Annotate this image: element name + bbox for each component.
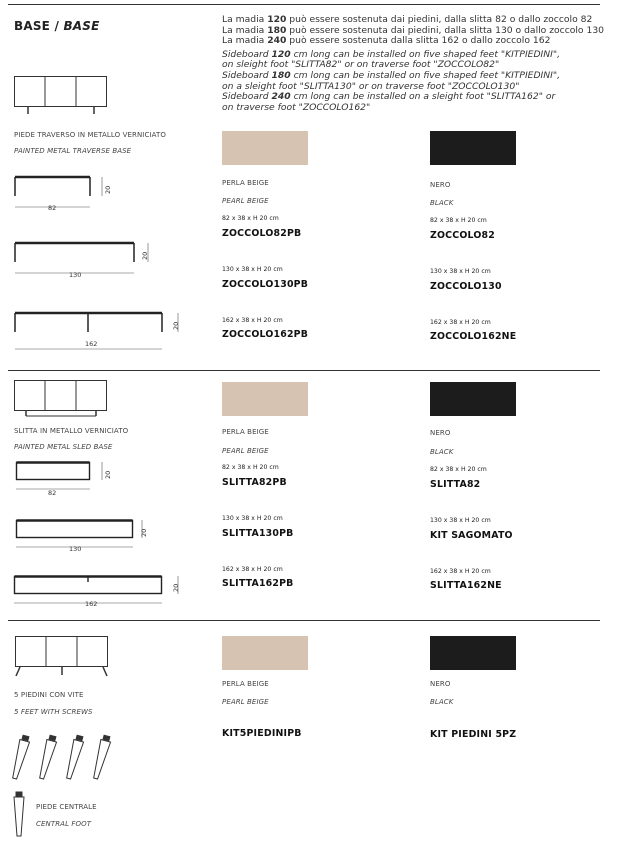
piedini-label-it: 5 PIEDINI CON VITE: [14, 691, 84, 699]
finish-black-it: NERO: [430, 181, 451, 189]
central-foot-label-it: PIEDE CENTRALE: [36, 803, 97, 811]
slitta-162-height-label: 20: [172, 583, 180, 592]
dims-label: 162 x 38 x H 20 cm: [430, 568, 491, 575]
swatch-black: [430, 131, 516, 165]
finish-black-it: NERO: [430, 429, 451, 437]
zoccolo-82-width-label: 82: [48, 204, 57, 212]
finish-beige-it: PERLA BEIGE: [222, 179, 269, 187]
product-code: ZOCCOLO162NE: [430, 331, 517, 342]
intro-line-it: La madia 180 può essere sostenuta dai piedini, dalla slitta 130 o dallo zoccolo 130: [222, 24, 605, 36]
dims-label: 162 x 38 x H 20 cm: [430, 319, 491, 326]
finish-beige-it: PERLA BEIGE: [222, 680, 269, 688]
zoccolo-130-width-label: 130: [69, 271, 82, 279]
swatch-pearl-beige: [222, 131, 308, 165]
swatch-black: [430, 636, 516, 670]
intro-text: [222, 14, 605, 113]
finish-black-en: BLACK: [430, 199, 454, 207]
zoccolo-130-drawing: [14, 242, 154, 282]
product-code: ZOCCOLO130: [430, 281, 502, 292]
section-divider: [8, 370, 600, 371]
product-code: SLITTA82: [430, 479, 481, 490]
zoccolo-162-drawing: [14, 312, 189, 352]
slitta-130-height-label: 20: [140, 528, 148, 537]
intro-line-en: on sleight foot "SLITTA82" or on traverse foot "ZOCCOLO82": [222, 59, 500, 71]
finish-beige-en: PEARL BEIGE: [222, 698, 269, 706]
slitta-82-drawing: [16, 462, 116, 502]
intro-line-en: Sideboard 180 cm long can be installed on five shaped feet "KITPIEDINI",: [222, 69, 560, 81]
product-code: SLITTA130PB: [222, 528, 294, 539]
swatch-pearl-beige: [222, 636, 308, 670]
intro-line-it: La madia 240 può essere sostenuta dalla slitta 162 o dallo zoccolo 162: [222, 35, 551, 47]
dims-label: 130 x 38 x H 20 cm: [430, 517, 491, 524]
slitta-label-en: PAINTED METAL SLED BASE: [14, 443, 113, 451]
dims-label: 130 x 38 x H 20 cm: [430, 268, 491, 275]
central-foot-label-en: CENTRAL FOOT: [36, 820, 92, 828]
slitta-82-width-label: 82: [48, 489, 57, 497]
dims-label: 130 x 38 x H 20 cm: [222, 515, 283, 522]
dims-label: 130 x 38 x H 20 cm: [222, 266, 283, 273]
slitta-162-width-label: 162: [85, 600, 98, 608]
product-code: SLITTA162NE: [430, 580, 502, 591]
zoccolo-162-height-label: 20: [172, 321, 180, 330]
slitta-162-drawing: [14, 576, 189, 616]
page-title: BASE / BASE: [14, 19, 100, 33]
finish-beige-it: PERLA BEIGE: [222, 428, 269, 436]
zoccolo-130-height-label: 20: [141, 251, 149, 260]
finish-black-en: BLACK: [430, 448, 454, 456]
product-code: KIT PIEDINI 5PZ: [430, 729, 517, 740]
product-code: ZOCCOLO130PB: [222, 279, 309, 290]
zoccolo-162-width-label: 162: [85, 340, 98, 348]
finish-beige-en: PEARL BEIGE: [222, 447, 269, 455]
dims-label: 162 x 38 x H 20 cm: [222, 566, 283, 573]
dims-label: 82 x 38 x H 20 cm: [430, 217, 487, 224]
slitta-82-height-label: 20: [104, 470, 112, 479]
product-code: ZOCCOLO82PB: [222, 228, 302, 239]
finish-black-en: BLACK: [430, 698, 454, 706]
sideboard-traverse-illustration: [14, 76, 108, 116]
top-rule: [8, 4, 600, 5]
slitta-130-width-label: 130: [69, 545, 82, 553]
slitta-label-it: SLITTA IN METALLO VERNICIATO: [14, 427, 129, 435]
zoccolo-label-en: PAINTED METAL TRAVERSE BASE: [14, 147, 132, 155]
section-divider: [8, 620, 600, 621]
finish-black-it: NERO: [430, 680, 451, 688]
intro-line-en: Sideboard 240 cm long can be installed on a sleight foot "SLITTA162" or: [222, 91, 556, 103]
product-code: SLITTA82PB: [222, 477, 287, 488]
finish-beige-en: PEARL BEIGE: [222, 197, 269, 205]
product-code: ZOCCOLO82: [430, 230, 495, 241]
intro-line-en: on traverse foot "ZOCCOLO162": [222, 101, 371, 113]
intro-line-it: La madia 120 può essere sostenuta dai piedini, dalla slitta 82 o dallo zoccolo 82: [222, 14, 593, 25]
intro-line-en: Sideboard 120 cm long can be installed on five shaped feet "KITPIEDINI",: [222, 48, 560, 60]
product-code: KIT SAGOMATO: [430, 530, 513, 541]
swatch-black: [430, 382, 516, 416]
dims-label: 82 x 38 x H 20 cm: [430, 466, 487, 473]
dims-label: 82 x 38 x H 20 cm: [222, 215, 279, 222]
sideboard-feet-illustration: [14, 636, 110, 680]
product-code: KIT5PIEDINIPB: [222, 728, 302, 739]
tapered-feet-illustration: [10, 734, 120, 784]
zoccolo-82-height-label: 20: [104, 185, 112, 194]
piedini-label-en: 5 FEET WITH SCREWS: [14, 708, 93, 716]
zoccolo-label-it: PIEDE TRAVERSO IN METALLO VERNICIATO: [14, 131, 166, 139]
sideboard-sled-illustration: [14, 380, 108, 420]
product-code: ZOCCOLO162PB: [222, 329, 309, 340]
zoccolo-82-drawing: [14, 176, 114, 216]
swatch-pearl-beige: [222, 382, 308, 416]
intro-line-en: on a sleight foot "SLITTA130" or on traverse foot "ZOCCOLO130": [222, 80, 520, 92]
central-foot-illustration: [12, 792, 28, 838]
product-code: SLITTA162PB: [222, 578, 294, 589]
dims-label: 82 x 38 x H 20 cm: [222, 464, 279, 471]
dims-label: 162 x 38 x H 20 cm: [222, 317, 283, 324]
slitta-130-drawing: [16, 520, 156, 560]
